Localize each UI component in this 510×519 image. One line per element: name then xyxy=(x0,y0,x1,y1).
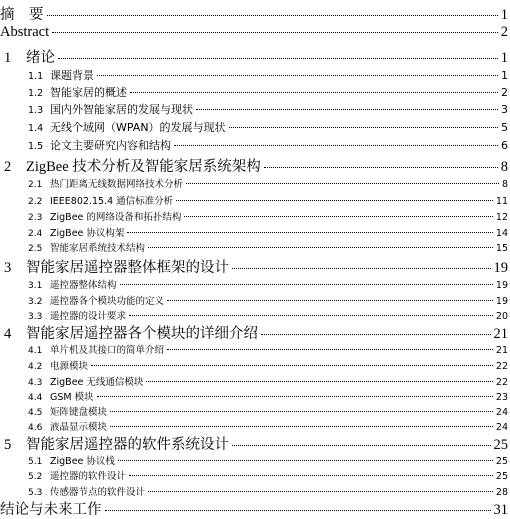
toc-entry-number: 4.2 xyxy=(28,362,43,372)
toc-entry-title: 传感器节点的软件设计 xyxy=(50,487,146,498)
toc-leader xyxy=(167,300,493,301)
toc-entry-section[interactable] xyxy=(0,419,508,433)
toc-entry-number: 4.4 xyxy=(28,393,43,403)
toc-entry-page: 15 xyxy=(495,243,508,254)
toc-entry-number: 2.1 xyxy=(28,180,43,190)
toc-entry-section[interactable] xyxy=(0,176,508,190)
toc-entry-number: 2.2 xyxy=(28,197,43,207)
toc-entry-page: 1 xyxy=(500,50,508,66)
toc-entry-section[interactable] xyxy=(0,67,508,83)
toc-entry-number: 4.5 xyxy=(28,408,43,418)
toc-entry-page: 24 xyxy=(495,407,508,418)
toc-entry-title: ZigBee 协议栈 xyxy=(50,456,115,467)
toc-entry-title: 遥控器整体结构 xyxy=(50,280,117,291)
toc-entry-number: 1.4 xyxy=(28,123,44,134)
toc-entry-number: 4.1 xyxy=(28,346,43,356)
toc-entry-conclusion[interactable] xyxy=(0,498,508,519)
toc-entry-page: 8 xyxy=(501,179,508,190)
toc-entry-chapter[interactable] xyxy=(0,256,508,277)
toc-leader xyxy=(127,232,493,233)
toc-entry-title: 智能家居遥控器各个模块的详细介绍 xyxy=(26,326,258,342)
toc-entry-section[interactable] xyxy=(0,484,508,498)
toc-entry-number: 4 xyxy=(4,326,12,342)
toc-entry-title: 热门距离无线数据网络技术分析 xyxy=(50,179,184,190)
toc-entry-number: 1.2 xyxy=(28,88,44,99)
toc-entry-page: 1 xyxy=(501,69,508,82)
toc-entry-section[interactable] xyxy=(0,101,508,117)
toc-entry-number: 5 xyxy=(4,437,12,453)
toc-entry-title: GSM 模块 xyxy=(50,392,94,403)
toc-leader xyxy=(148,247,493,248)
toc-entry-page: 12 xyxy=(495,212,508,223)
toc-entry-page: 21 xyxy=(495,345,508,356)
toc-leader xyxy=(105,510,491,511)
toc-entry-page: 21 xyxy=(493,326,508,342)
toc-entry-page: 28 xyxy=(495,487,508,498)
toc-leader xyxy=(130,92,498,93)
toc-entry-chapter[interactable] xyxy=(0,433,508,454)
toc-entry-page: 8 xyxy=(500,159,508,175)
toc-entry-number: 3.1 xyxy=(28,281,43,291)
toc-entry-title: 智能家居系统技术结构 xyxy=(50,243,146,254)
toc-entry-section[interactable] xyxy=(0,240,508,254)
toc-entry-title: 摘 要 xyxy=(0,7,44,23)
toc-leader xyxy=(167,349,493,350)
toc-entry-number: 2.5 xyxy=(28,244,43,254)
toc-entry-page: 2 xyxy=(500,24,508,40)
toc-entry-page: 23 xyxy=(495,392,508,403)
toc-entry-title: 遥控器各个模块功能的定义 xyxy=(50,296,165,307)
toc-entry-title: 遥控器的软件设计 xyxy=(50,471,127,482)
toc-leader xyxy=(110,411,493,412)
toc-entry-number: 2 xyxy=(4,159,12,175)
toc-leader xyxy=(148,491,493,492)
toc-entry-section[interactable] xyxy=(0,137,508,153)
toc-entry-number: 3.3 xyxy=(28,312,43,322)
toc-leader xyxy=(146,381,493,382)
toc-entry-title: Abstract xyxy=(0,24,50,40)
toc-leader xyxy=(176,200,493,201)
toc-entry-number: 1 xyxy=(4,50,12,66)
toc-entry-chapter[interactable] xyxy=(0,155,508,176)
toc-entry-title: 智能家居的概述 xyxy=(50,86,127,99)
toc-leader xyxy=(129,475,493,476)
toc-entry-section[interactable] xyxy=(0,209,508,223)
toc-entry-title: IEEE802.15.4 通信标准分析 xyxy=(50,196,174,207)
toc-entry-page: 22 xyxy=(495,377,508,388)
toc-entry-chapter[interactable] xyxy=(0,322,508,343)
toc-leader xyxy=(186,183,499,184)
toc-entry-page: 19 xyxy=(493,260,508,276)
toc-leader xyxy=(174,145,498,146)
toc-entry-number: 4.3 xyxy=(28,378,43,388)
toc-entry-number: 5.2 xyxy=(28,472,43,482)
toc-entry-number: 4.6 xyxy=(28,423,43,433)
toc-entry-page: 5 xyxy=(501,121,508,134)
toc-entry-page: 11 xyxy=(495,196,508,207)
toc-entry-number: 1.5 xyxy=(28,141,44,152)
toc-leader xyxy=(52,32,498,33)
toc-entry-page: 19 xyxy=(495,280,508,291)
toc-entry-page: 25 xyxy=(495,456,508,467)
toc-entry-title: ZigBee 技术分析及智能家居系统架构 xyxy=(26,159,261,175)
toc-entry-page: 6 xyxy=(501,139,508,152)
toc-entry-section[interactable] xyxy=(0,389,508,403)
toc-entry-section[interactable] xyxy=(0,193,508,207)
toc-entry-title: ZigBee 的网络设备和拓扑结构 xyxy=(50,212,182,223)
toc-entry-section[interactable] xyxy=(0,84,508,100)
toc-entry-title: 电源模块 xyxy=(50,361,89,372)
toc-entry-title: ZigBee 无线通信模块 xyxy=(50,377,144,388)
toc-entry-section[interactable] xyxy=(0,342,508,356)
toc-leader xyxy=(229,127,498,128)
toc-leader xyxy=(120,284,493,285)
toc-entry-page: 19 xyxy=(495,296,508,307)
toc-entry-number: 1.3 xyxy=(28,105,44,116)
toc-entry-page: 25 xyxy=(493,437,508,453)
toc-entry-section[interactable] xyxy=(0,225,508,239)
toc-leader xyxy=(261,334,491,335)
toc-leader xyxy=(232,268,491,269)
toc-entry-number: 2.4 xyxy=(28,229,43,239)
toc-entry-title: ZigBee 协议构架 xyxy=(50,228,125,239)
toc-leader xyxy=(97,75,498,76)
toc-entry-page: 25 xyxy=(495,471,508,482)
toc-entry-section[interactable] xyxy=(0,468,508,482)
toc-entry-title: 智能家居遥控器的软件系统设计 xyxy=(26,437,229,453)
toc-entry-section[interactable] xyxy=(0,308,508,322)
toc-entry-section[interactable] xyxy=(0,453,508,467)
toc-leader xyxy=(196,109,498,110)
toc-entry-title: 智能家居遥控器整体框架的设计 xyxy=(26,260,229,276)
toc-entry-page: 14 xyxy=(495,228,508,239)
toc-entry-number: 5.1 xyxy=(28,457,43,467)
toc-entry-title: 绪论 xyxy=(26,50,55,66)
toc-entry-page: 2 xyxy=(501,86,508,99)
toc-leader xyxy=(118,460,493,461)
toc-leader xyxy=(110,426,493,427)
toc-leader xyxy=(91,365,493,366)
toc-entry-title: 无线个域网（WPAN）的发展与现状 xyxy=(50,121,226,134)
toc-entry-title: 国内外智能家居的发展与现状 xyxy=(50,103,193,116)
toc-entry-chapter[interactable] xyxy=(0,46,508,67)
toc-entry-number: 2.3 xyxy=(28,213,43,223)
toc-leader xyxy=(264,167,498,168)
toc-entry-section[interactable] xyxy=(0,119,508,135)
toc-entry-title: 矩阵键盘模块 xyxy=(50,407,108,418)
toc-entry-title: 单片机及其接口的简单介绍 xyxy=(50,345,165,356)
toc-entry-title: 课题背景 xyxy=(50,69,94,82)
toc-entry-page: 1 xyxy=(500,7,508,23)
toc-entry-page: 20 xyxy=(495,311,508,322)
toc-entry-number: 1.1 xyxy=(28,71,44,82)
toc-entry-section[interactable] xyxy=(0,277,508,291)
toc-entry-title: 液晶显示模块 xyxy=(50,422,108,433)
toc-leader xyxy=(97,396,493,397)
toc-leader xyxy=(47,15,498,16)
toc-entry-section[interactable] xyxy=(0,374,508,388)
toc-entry-page: 22 xyxy=(495,361,508,372)
toc-entry-section[interactable] xyxy=(0,404,508,418)
toc-entry-page: 3 xyxy=(501,103,508,116)
toc-entry-title: 结论与未来工作 xyxy=(0,502,102,518)
toc-entry-page: 31 xyxy=(493,502,508,518)
toc-entry-section[interactable] xyxy=(0,358,508,372)
toc-entry-number: 5.3 xyxy=(28,488,43,498)
toc-entry-abstract-cn[interactable] xyxy=(0,3,508,24)
toc-leader xyxy=(58,58,498,59)
toc-leader xyxy=(184,216,493,217)
toc-entry-number: 3 xyxy=(4,260,12,276)
toc-entry-title: 论文主要研究内容和结构 xyxy=(50,139,171,152)
toc-entry-title: 遥控器的设计要求 xyxy=(50,311,127,322)
toc-leader xyxy=(129,315,493,316)
toc-entry-section[interactable] xyxy=(0,293,508,307)
toc-entry-abstract-en[interactable] xyxy=(0,24,508,41)
toc-entry-number: 3.2 xyxy=(28,297,43,307)
toc-entry-page: 24 xyxy=(495,422,508,433)
toc-leader xyxy=(232,445,491,446)
